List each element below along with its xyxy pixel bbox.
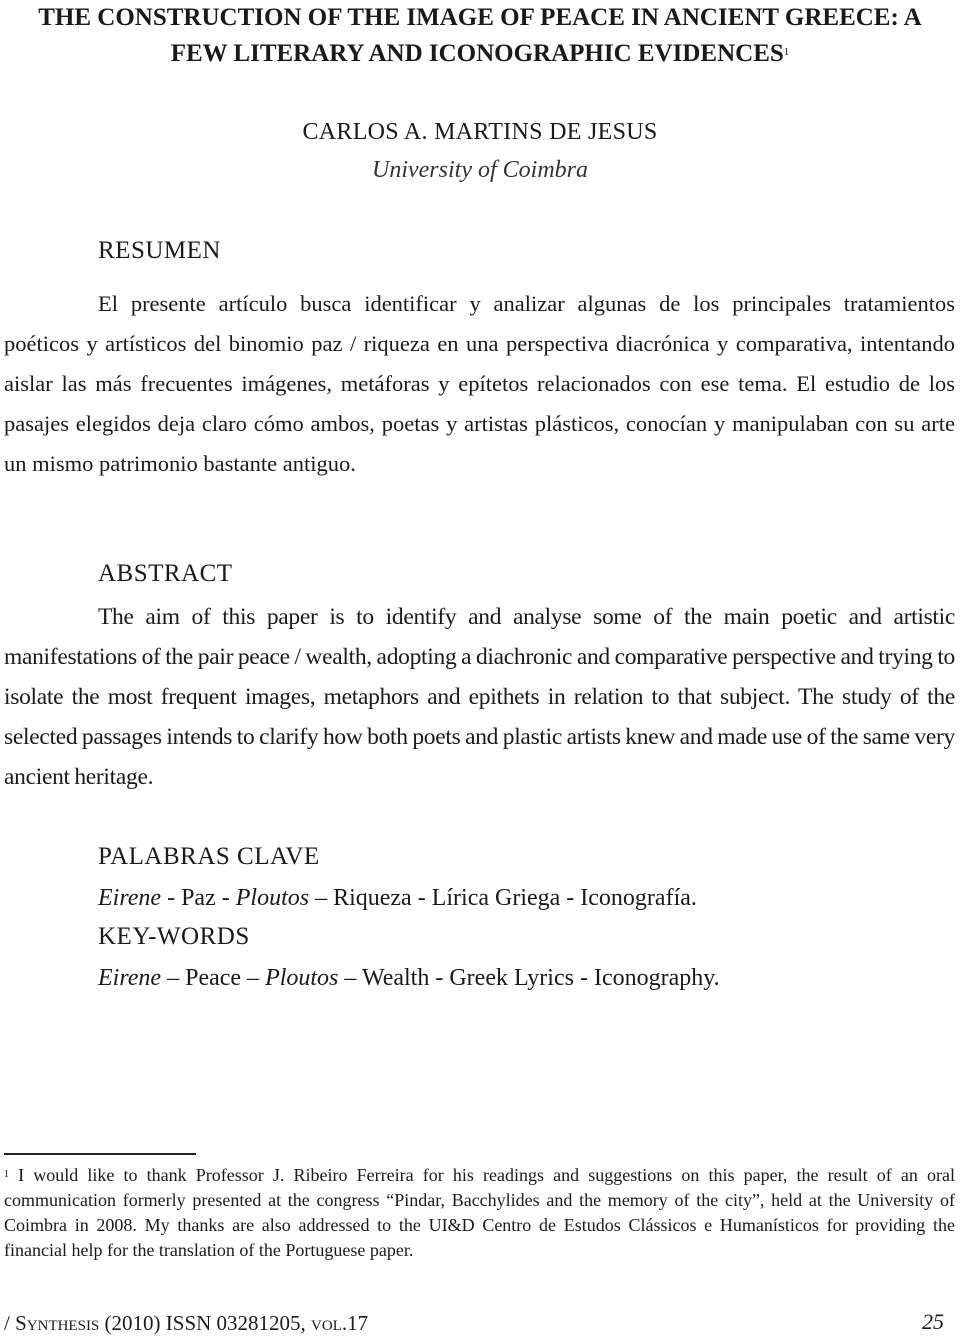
author-affiliation: University of Coimbra xyxy=(372,157,588,183)
abstract-paragraph: The aim of this paper is to identify and analyse some of the main poetic and artistic manifestations of the pair peace / wealth, adopting a diachronic and comparative perspective and trying to isolate the most frequent images, metaphors and epithets in relation to that subject. The study of the selected passages intends to clarify how both poets and plastic artists knew and made use of the same very ancient heritage. xyxy=(4,604,955,790)
page-number: 25 xyxy=(922,1309,944,1334)
keyword-sep-en: – Peace – xyxy=(161,965,266,991)
resumen-heading: RESUMEN xyxy=(98,237,221,264)
keyword-ploutos-en: Ploutos xyxy=(265,965,339,991)
footnote-divider xyxy=(4,1153,196,1155)
abstract-heading: ABSTRACT xyxy=(98,560,233,587)
palabras-clave-heading: PALABRAS CLAVE xyxy=(98,843,320,870)
footer-volume: vol.17 xyxy=(311,1311,369,1335)
paper-title xyxy=(0,0,960,72)
footnote-text: I would like to thank Professor J. Ribeiro Ferreira for his readings and suggestions on this paper, the result of an oral communication formerly presented at the congress “Pindar, Bacchylides and the memory of the city”, held at the University of Coimbra in 2008. My thanks are also addressed to the UI&D Centro de Estudos Clássicos e Humanísticos for providing the financial help for the translation of the Portuguese paper. xyxy=(4,1165,955,1260)
author-name: CARLOS A. MARTINS DE JESUS xyxy=(302,119,658,145)
keyword-rest-en: – Wealth - Greek Lyrics - Iconography. xyxy=(338,965,720,991)
footnote xyxy=(4,1163,955,1263)
footnote-number: 1 xyxy=(4,1169,9,1180)
title-line-1: THE CONSTRUCTION OF THE IMAGE OF PEACE IN ANCIENT GREECE: A xyxy=(38,4,922,31)
author-block xyxy=(0,114,960,190)
title-line-2-text: FEW LITERARY AND ICONOGRAPHIC EVIDENCES xyxy=(170,40,784,67)
footer-details: (2010) ISSN 03281205, xyxy=(99,1311,312,1335)
keyword-rest-es: – Riqueza - Lírica Griega - Iconografía. xyxy=(309,885,697,911)
key-words-line xyxy=(98,958,720,998)
footer-journal: Synthesis xyxy=(15,1311,100,1335)
keyword-eirene-es: Eirene xyxy=(98,885,162,911)
keyword-ploutos-es: Ploutos xyxy=(235,885,310,911)
keyword-sep-es: - Paz - xyxy=(161,885,236,911)
resumen-paragraph: El presente artículo busca identificar y analizar algunas de los principales tratamientos poéticos y artísticos del binomio paz / riqueza en una perspectiva diacrónica y comparativa, intentando aislar las más frecuentes imágenes, metáforas y epítetos relacionados con ese tema. El estudio de los pasajes elegidos deja claro cómo ambos, poetas y artistas plásticos, conocían y manipulaban con su arte un mismo patrimonio bastante antiguo. xyxy=(4,291,955,476)
key-words-heading: KEY-WORDS xyxy=(98,923,250,950)
title-footnote-ref[interactable]: 1 xyxy=(783,46,790,58)
keyword-eirene-en: Eirene xyxy=(98,965,162,991)
running-footer xyxy=(4,1311,368,1336)
palabras-clave-line xyxy=(98,878,697,918)
footer-prefix: / xyxy=(4,1311,16,1335)
title-line-2 xyxy=(0,36,960,72)
